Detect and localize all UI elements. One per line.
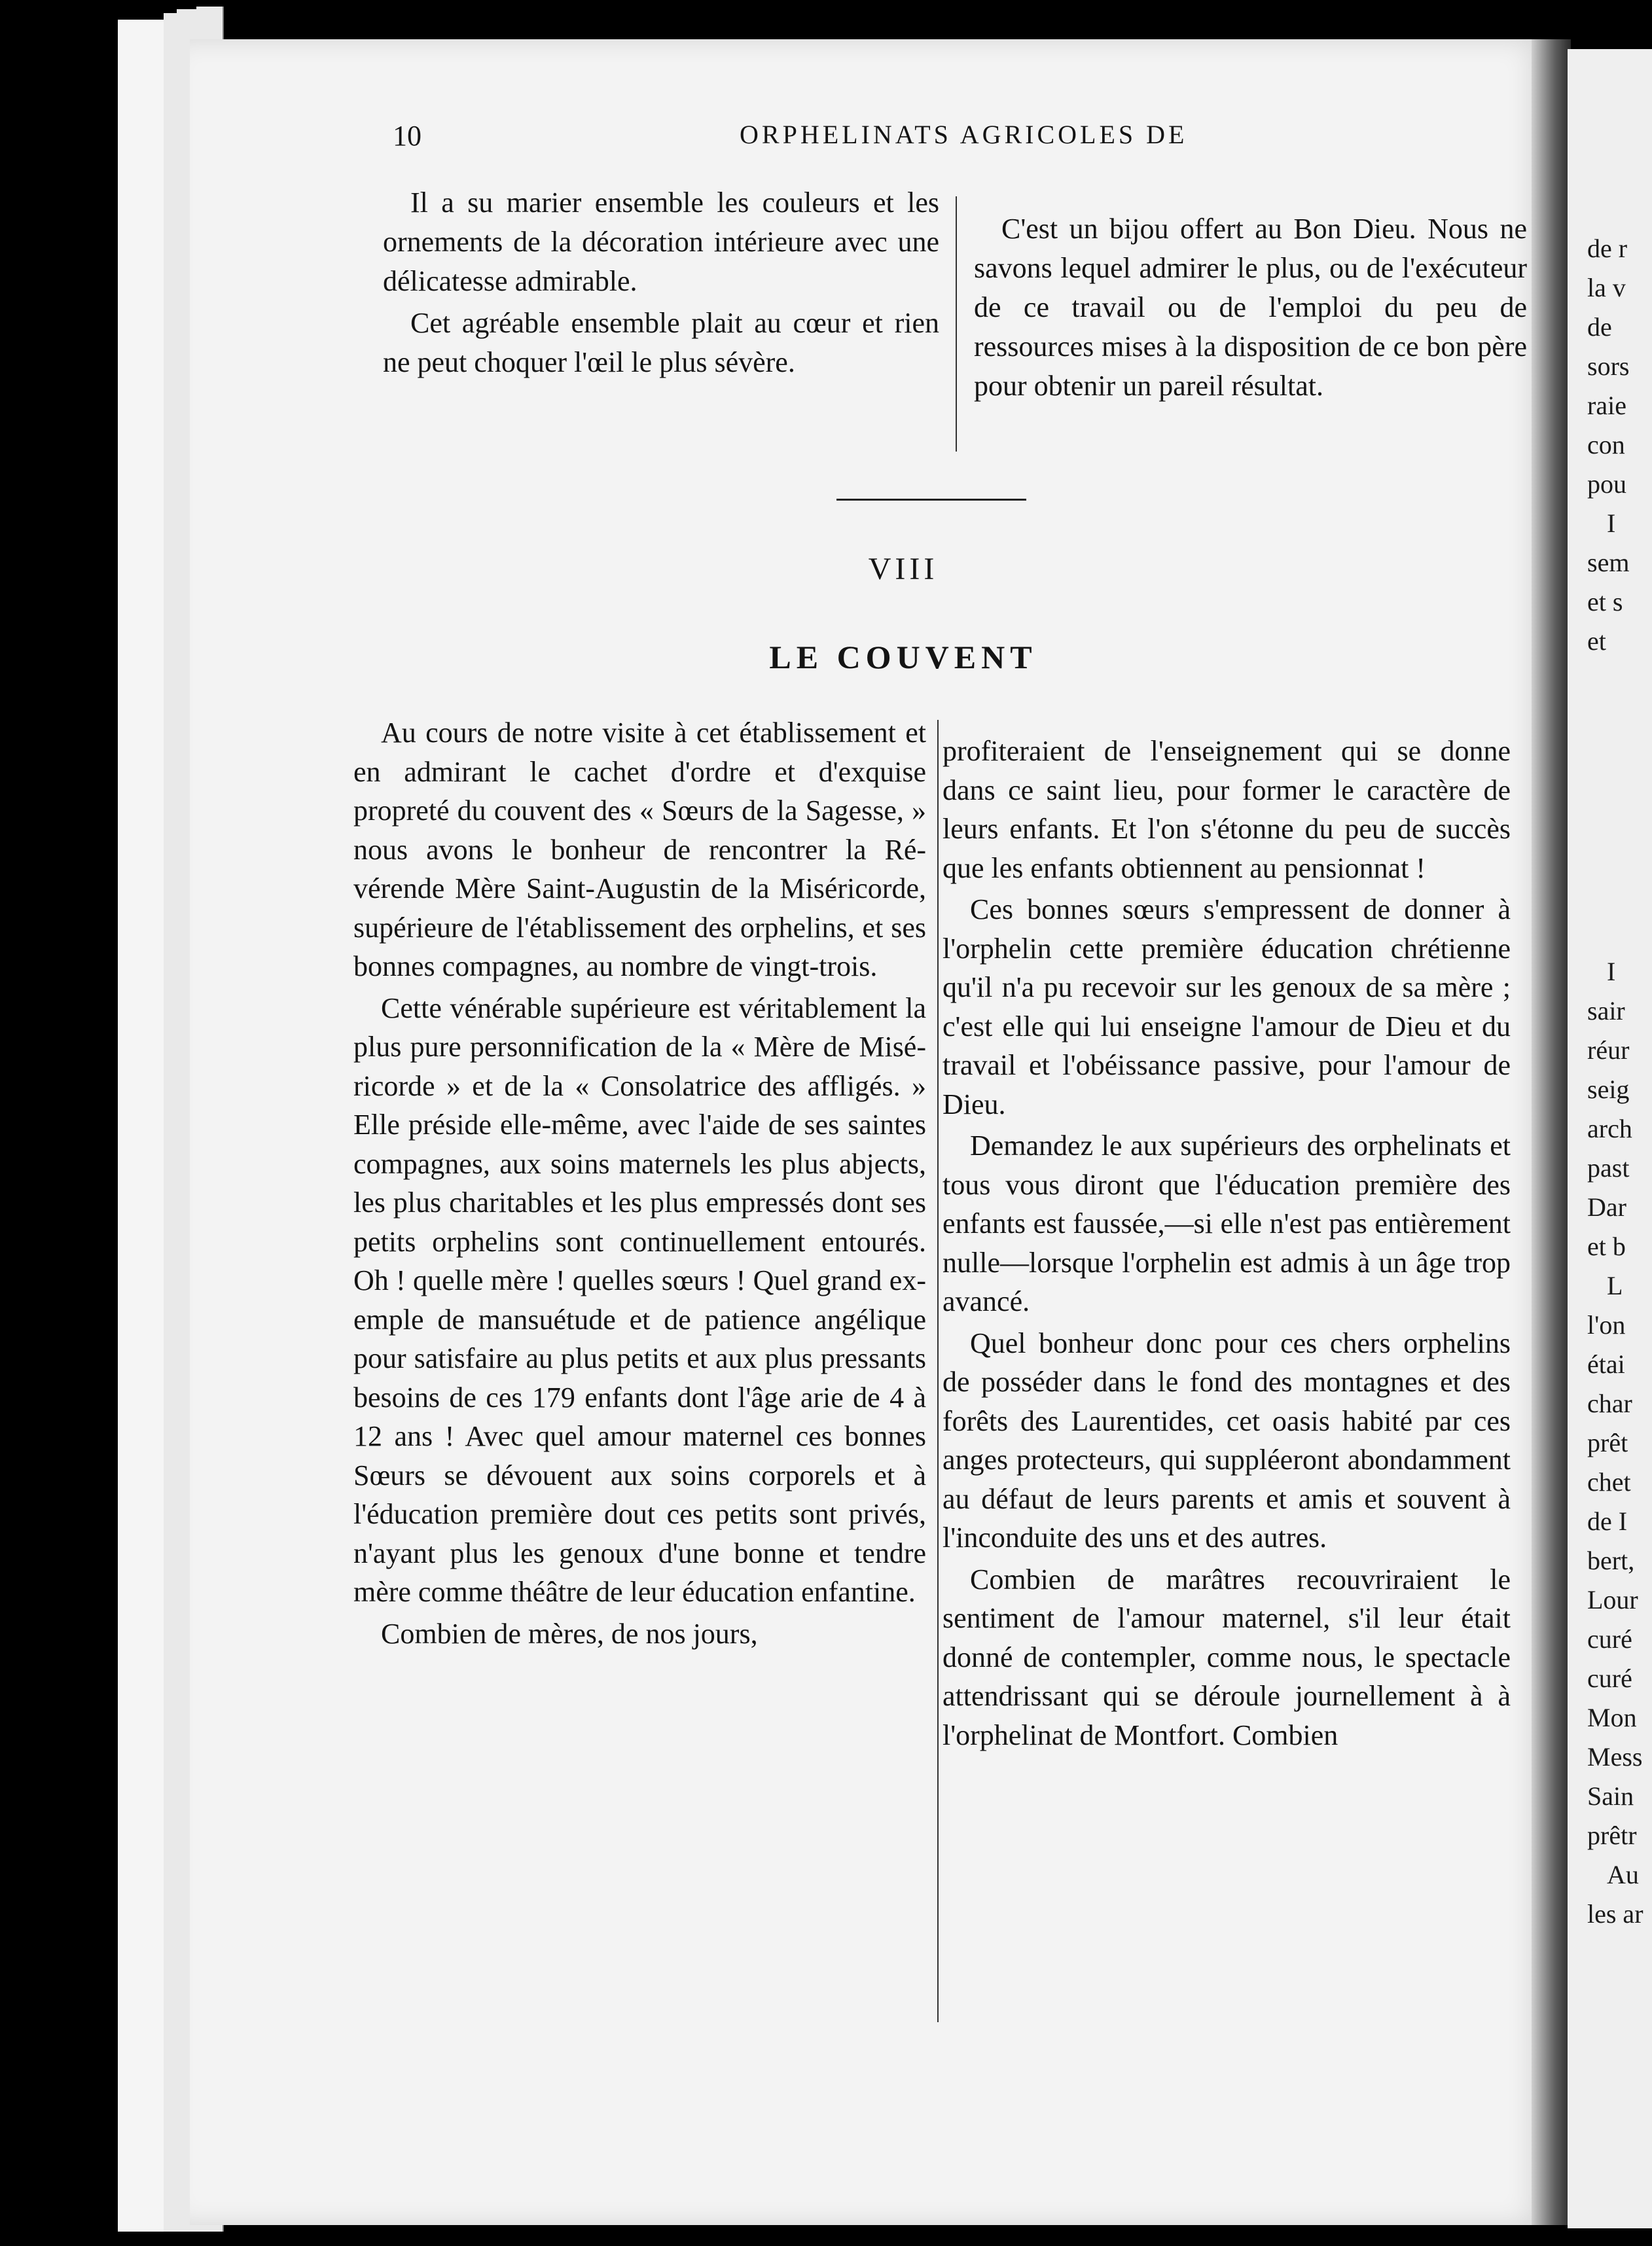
paragraph: Quel bonheur donc pour ces chers orphelins de posséder dans le fond des montagnes et des forêts des Laurentides, cet oasis habité par ces anges protecteurs, qui suppléeront abondamment au défaut de leurs parents et amis et souvent à l'inconduite des uns et des autres. bbox=[943, 1327, 1511, 1554]
facing-page-word: Mess bbox=[1587, 1742, 1643, 1772]
book-gutter bbox=[1532, 39, 1571, 2225]
body-left-column bbox=[353, 713, 926, 1653]
column-divider bbox=[937, 720, 939, 2022]
facing-page-word: sors bbox=[1587, 351, 1630, 381]
facing-page-word: Mon bbox=[1587, 1703, 1637, 1732]
section-rule bbox=[836, 499, 1026, 501]
facing-page-word: curé bbox=[1587, 1624, 1632, 1654]
facing-page-word: arch bbox=[1587, 1114, 1632, 1143]
facing-page-word: sair bbox=[1587, 996, 1625, 1025]
facing-page-word: I bbox=[1607, 957, 1616, 986]
page-number: 10 bbox=[393, 120, 422, 152]
facing-page-word: de r bbox=[1587, 234, 1628, 263]
paragraph: Cet agréable ensemble plait au cœur et rien ne peut choquer l'œil le plus sévère. bbox=[383, 307, 939, 378]
facing-page-word: con bbox=[1587, 430, 1625, 459]
facing-page-word: la v bbox=[1587, 273, 1626, 302]
facing-page-word: Lour bbox=[1587, 1585, 1638, 1614]
facing-page-word: bert, bbox=[1587, 1546, 1635, 1575]
facing-page-word: char bbox=[1587, 1389, 1632, 1418]
paragraph: C'est un bijou offert au Bon Dieu. Nous ne savons lequel admirer le plus, ou de l'exécuteur de ce travail ou de l'emploi du peu de ressources mises à la disposition de ce bon père pour obtenir un pareil résultat. bbox=[974, 213, 1527, 402]
facing-page-word: étai bbox=[1587, 1349, 1625, 1379]
paragraph: Combien de marâtres recouvriraient le sentiment de l'amour maternel, s'il leur était donné de contempler, comme nous, le spectacle attendrissant qui se déroule journellement à à l'orphelinat de Montfort. Combien bbox=[943, 1563, 1511, 1751]
facing-page-word: Au bbox=[1607, 1860, 1639, 1889]
facing-page-word: pou bbox=[1587, 469, 1626, 499]
facing-page-word: seig bbox=[1587, 1075, 1630, 1104]
top-right-column bbox=[974, 209, 1527, 406]
facing-page-word: Dar bbox=[1587, 1192, 1626, 1222]
facing-page-word: et s bbox=[1587, 587, 1623, 616]
facing-page-word: raie bbox=[1587, 391, 1626, 420]
section-numeral: VIII bbox=[868, 552, 939, 586]
facing-page-fragment bbox=[1568, 49, 1652, 2228]
facing-page-word: I bbox=[1607, 508, 1616, 538]
paragraph: Ces bonnes sœurs s'empressent de donner à l'orphelin cette première éducation chrétienne qu'il n'a pu recevoir sur les genoux de sa mère ; c'est elle qui lui enseigne l'amour de Dieu et du travail et l'obéissance passive, pour l'amour de Dieu. bbox=[943, 893, 1511, 1120]
facing-page-word: curé bbox=[1587, 1664, 1632, 1693]
facing-page-word: sem bbox=[1587, 548, 1630, 577]
facing-page-word: chet bbox=[1587, 1467, 1631, 1497]
facing-page-word: les ar bbox=[1587, 1899, 1643, 1929]
column-divider bbox=[956, 196, 957, 452]
facing-page-word: de I bbox=[1587, 1506, 1628, 1536]
facing-page-word: Sain bbox=[1587, 1781, 1634, 1811]
paragraph: Au cours de notre visite à cet établissement et en admirant le cachet d'ordre et d'exquise propreté du couvent des « Sœurs de la Sagesse, » nous avons le bonheur de rencontrer la Révérende Mère Saint-Augustin de la Miséricorde, supérieure de l'établissement des orphelins, et ses bonnes compagnes, au nombre de vingt-trois. bbox=[353, 717, 926, 982]
body-right-column bbox=[943, 732, 1511, 1755]
facing-page-word: prêtr bbox=[1587, 1821, 1637, 1850]
facing-page-word: past bbox=[1587, 1153, 1630, 1183]
facing-page-word: et bbox=[1587, 626, 1606, 656]
paragraph: Il a su marier ensemble les couleurs et les ornements de la décoration intérieure avec une délicatesse admirable. bbox=[383, 187, 939, 297]
paragraph: profiteraient de l'enseignement qui se donne dans ce saint lieu, pour former le caractère de leurs enfants. Et l'on s'étonne du peu de succès que les enfants obtiennent au pensionnat ! bbox=[943, 735, 1511, 884]
top-left-column bbox=[383, 183, 939, 382]
facing-page-word: prêt bbox=[1587, 1428, 1628, 1457]
facing-page-word: et b bbox=[1587, 1232, 1626, 1261]
facing-page-word: réur bbox=[1587, 1035, 1630, 1065]
section-title: LE COUVENT bbox=[769, 639, 1037, 675]
facing-page-word: L bbox=[1607, 1271, 1623, 1300]
paragraph: Combien de mères, de nos jours, bbox=[381, 1617, 758, 1650]
paragraph: Cette vénérable supérieure est véritablement la plus pure personnification de la « Mère de Miséricorde » et de la « Consolatrice des affligés. » Elle préside elle-même, avec l'aide de ses saintes compagnes, aux soins maternels les plus abjects, les plus charitables et les plus empressés dont ses petits orphelins sont continuellement entourés. Oh ! quelle mère ! quelles sœurs ! Quel grand exemple de mansuétude et de patience angélique pour satisfaire au plus petits et aux plus pressants besoins de ces 179 enfants dont l'âge arie de 4 à 12 ans ! Avec quel amour maternel ces bonnes Sœurs se dévouent aux soins corporels et à l'éducation première dout ces petits sont privés, n'ayant plus les genoux d'une bonne et tendre mère comme théâtre de leur éducation enfantine. bbox=[353, 991, 926, 1608]
paragraph: Demandez le aux supérieurs des orphelinats et tous vous diront que l'éducation première des enfants est faussée,—si elle n'est pas entièrement nulle—lorsque l'orphelin est admis à un âge trop avancé. bbox=[943, 1130, 1511, 1317]
facing-page-word: l'on bbox=[1587, 1310, 1626, 1340]
running-title: ORPHELINATS AGRICOLES DE bbox=[740, 120, 1188, 149]
facing-page-word: de bbox=[1587, 312, 1612, 342]
